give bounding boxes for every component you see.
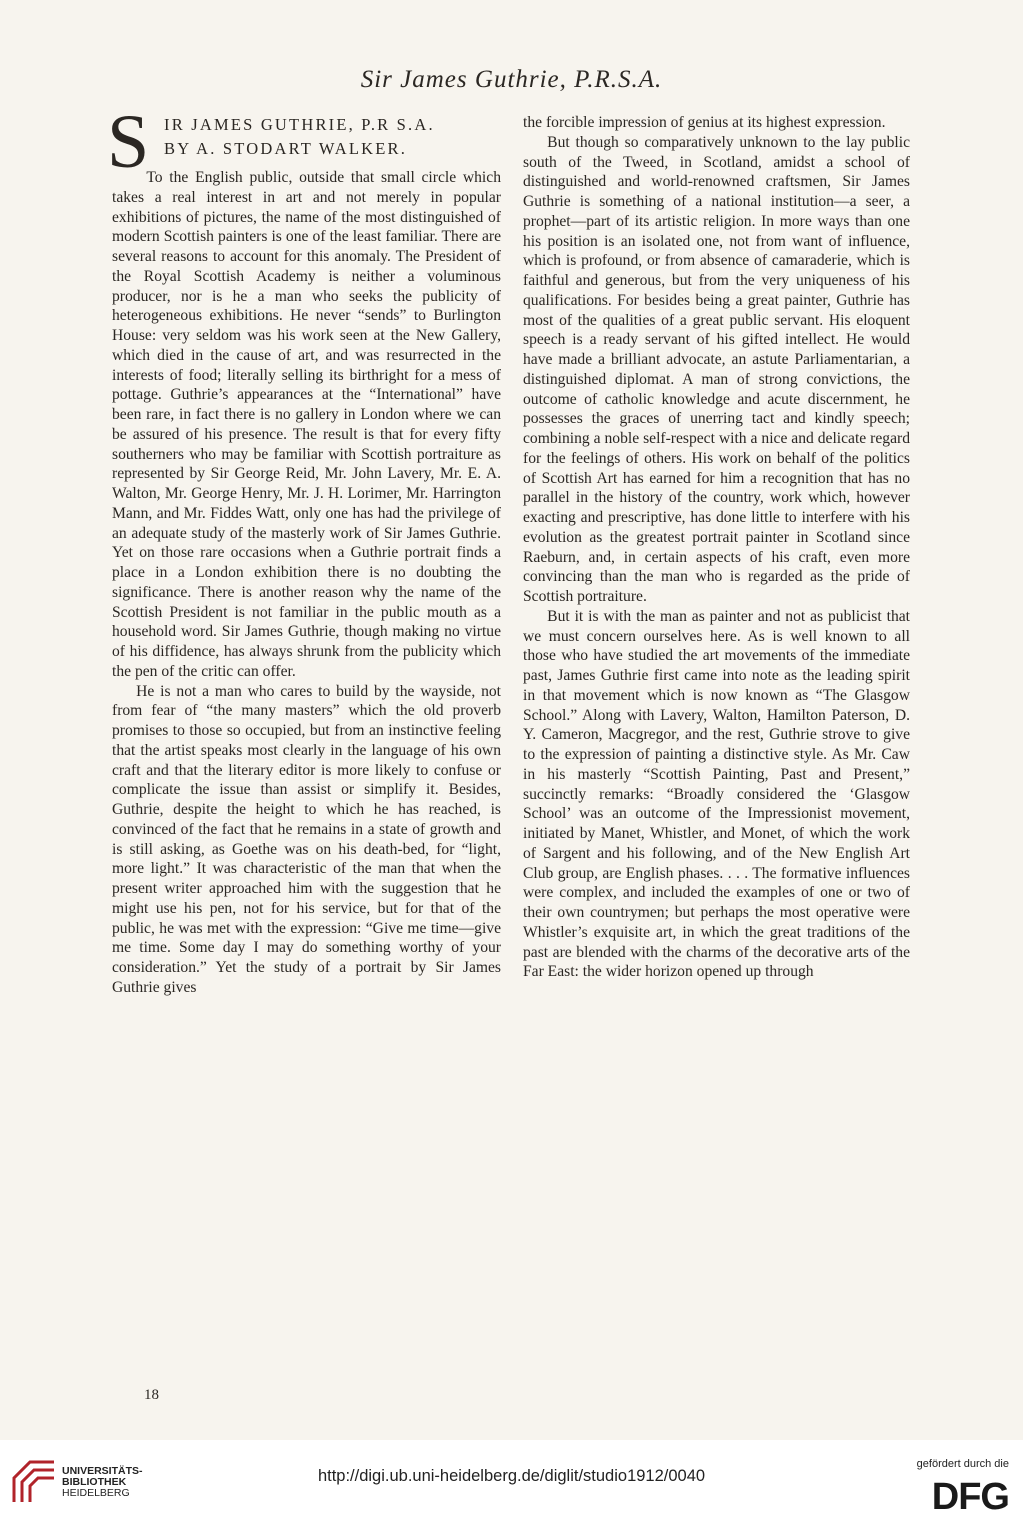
library-name: UNIVERSITÄTS- BIBLIOTHEK HEIDELBERG [62,1465,143,1499]
funded-by-label: gefördert durch die [916,1458,1009,1470]
article-title: IR JAMES GUTHRIE, P.R S.A. [164,115,435,134]
page-number: 18 [144,1387,159,1403]
article-right-column [523,113,910,982]
article-byline: BY A. STODART WALKER. [164,139,408,158]
paragraph: To the English public, outside that small circle which takes a real interest in art and not merely in popular exhibitions of pictures, the name of the most distinguished of modern Scottish painters is one of the least familiar. There are several reasons to account for this anomaly. The President of the Royal Scottish Academy is neither a voluminous producer, nor is he a man who seeks the publicity of heterogeneous exhibitions. He never “sends” to Burlington House: very seldom was his work seen at the New Gallery, which died in the cause of art, and was resurrected in the interests of food; literally selling its birthright for a mess of pottage. Guthrie’s appearances at the “International” have been rare, in fact there is no gallery in London where we can be assured of his presence. The result is that for every fifty southerners who may be familiar with Scottish portraiture as represented by Sir George Reid, Mr. John Lavery, Mr. E. A. Walton, Mr. George Henry, Mr. J. H. Lorimer, Mr. Harrington Mann, and Mr. Fiddes Watt, only one has had the privilege of an adequate study of the masterly work of Sir James Guthrie. Yet on those rare occasions when a Guthrie portrait finds a place in a London exhibition there is no doubting the significance. There is another reason why the name of the Scottish President is not familiar in the public mouth as a household word. Sir James Guthrie, though making no virtue of his diffidence, has always shrunk from the publicity which the pen of the critic can offer. [112,169,501,680]
article-left-column [107,100,501,998]
article-heading [107,100,501,184]
running-title: Sir James Guthrie, P.R.S.A. [360,66,663,93]
drop-cap: S [107,100,152,184]
paragraph: He is not a man who cares to build by the wayside, not from fear of “the many masters” which the old proverb promises to those so occupied, but from an instinctive feeling that the artist speaks most clearly in the language of his own craft and that the literary editor is more likely to confuse or complicate the issue than assist or simplify it. Besides, Guthrie, despite the height to which he has reached, is convinced of the fact that he remains in a state of growth and is still asking, as Goethe was on his death-bed, for “light, more light.” It was characteristic of the man that when the present writer approached him with the suggestion that he might use his pen, not for his service, but for that of the public, he was met with the expression: “Give me time—give me time. Some day I may do something worthy of your consideration.” Yet the study of a portrait by Sir James Guthrie gives [112,682,501,996]
source-url-link[interactable]: http://digi.ub.uni-heidelberg.de/diglit/studio1912/0040 [317,1467,706,1485]
paragraph: But though so comparatively unknown to the lay public south of the Tweed, in Scotland, amidst a school of distinguished and world-renowned craftsmen, Sir James Guthrie is something of a national institution—a seer, a prophet—part of its artistic religion. In more ways than one his position is an isolated one, not from want of influence, which is profound, or from absence of camaraderie, which is faithful and generous, but from the very uniqueness of his qualifications. For besides being a great painter, Guthrie has most of the qualities of a great public servant. His eloquent speech is a ready servant of his gifted intellect. He would have made a brilliant advocate, an astute Parliamentarian, a distinguished diplomat. A man of strong convictions, the outcome of catholic knowledge and acute discernment, he possesses the graces of unerring tact and kindly speech; combining a noble self-respect with a nice and delicate regard for the feelings of others. His work on behalf of the politics of Scottish Art has earned for him a recognition that has no parallel in the history of the country, work which, however exacting and prescriptive, has done little to interfere with his evolution as the greatest portrait painter in Scotland since Raeburn, and, in certain aspects of his craft, even more convincing than the man who is regarded as the pride of Scottish portraiture. [523,133,910,605]
dfg-logo: DFG [931,1476,1009,1518]
digitization-footer [0,1440,1023,1528]
paragraph: the forcible impression of genius at its highest expression. [523,114,886,131]
paragraph: But it is with the man as painter and not as publicist that we must concern ourselves here. As is well known to all those who have studied the art movements of the immediate past, James Guthrie first came into note as the leading spirit in that movement which is now known as “The Glasgow School.” Along with Lavery, Walton, Hamilton Paterson, D. Y. Cameron, Macgregor, and the rest, Guthrie strove to give to the expression of painting a distinctive style. As Mr. Caw in his masterly “Scottish Painting, Past and Present,” succinctly remarks: “Broadly considered the ‘Glasgow School’ was an outcome of the Impressionist movement, initiated by Manet, Whistler, and Monet, of which the work of Sargent and his following, and of the New English Art Club group, are English phases. . . . The formative influences were complex, and included the examples of one or two of their own countrymen; but perhaps the most operative were Whistler’s exquisite art, in which the great traditions of the past are blended with the charms of the decorative arts of the Far East: the wider horizon opened up through [523,607,910,981]
